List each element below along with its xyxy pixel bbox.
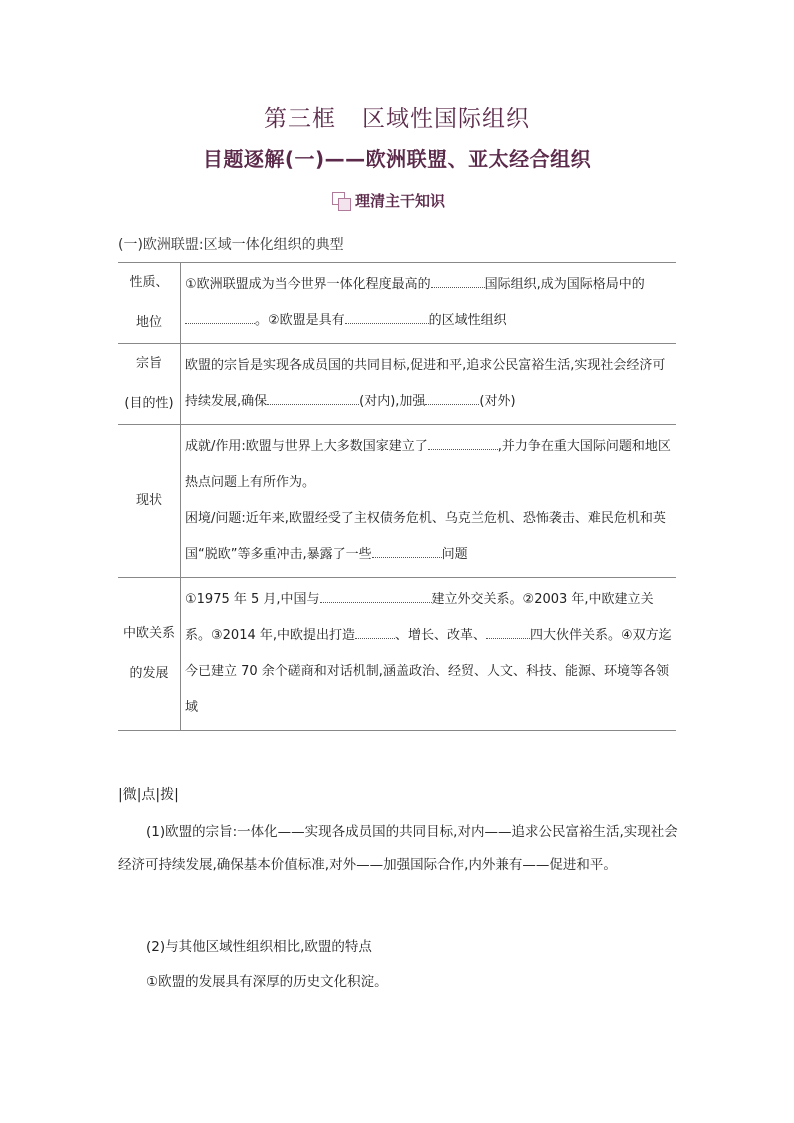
row-content-nature (181, 263, 677, 344)
text-span: 问题 (441, 547, 468, 562)
fill-blank[interactable] (372, 543, 442, 558)
table-row (118, 344, 676, 425)
row-content-china-eu (181, 578, 677, 731)
part-heading: (一)欧洲联盟:区域一体化组织的典型 (118, 237, 344, 253)
row-label-line: 中欧关系 (122, 626, 175, 641)
text-span: 建立外交关系。②2003 年,中欧建立 (431, 592, 641, 607)
fill-blank[interactable] (267, 390, 359, 405)
row-label-china-eu (118, 578, 181, 731)
fill-blank[interactable] (428, 435, 498, 450)
text-span: 困境/问题:近年来,欧盟经受了主权债务危机、乌克兰危机、恐怖袭击、难民危机和英国“脱欧”等多重冲击,暴露了一些 (185, 511, 666, 562)
row-label-line: 的发展 (129, 666, 169, 681)
text-span: (对外) (479, 394, 516, 409)
text-span: 四大伙伴关系。④双方迄今已建立 70 余个磋商和对话机制,涵盖政治、经贸、人文、科技、能源、环境等各领域 (185, 628, 672, 715)
section-label: 理清主干知识 (355, 192, 446, 210)
text-span: 。②欧盟是具有 (255, 313, 345, 328)
title-topic: 区域性国际组织 (362, 106, 530, 132)
row-label-line: (目的性) (124, 396, 174, 411)
text-span: ①欧洲联盟成为当今世界一体化程度最高的 (185, 277, 431, 292)
text-span: ①1975 年 5 月,中国与 (185, 592, 320, 607)
text-span: 国际组织,成为国际格局中的 (484, 277, 645, 292)
text-span: (对内),加强 (359, 394, 426, 409)
overlapping-squares-icon (332, 192, 352, 210)
fill-blank[interactable] (185, 309, 255, 324)
tip-paragraph-3: ①欧盟的发展具有深厚的历史文化积淀。 (146, 974, 388, 990)
row-label-purpose (118, 344, 181, 425)
text-span: 、增长、改革、 (395, 628, 487, 643)
section-header (332, 190, 445, 211)
row-label-line: 现状 (135, 493, 162, 508)
knowledge-table (118, 262, 676, 731)
tip-paragraph-2: (2)与其他区域性组织相比,欧盟的特点 (146, 939, 372, 955)
page-title (0, 100, 794, 133)
fill-blank[interactable] (425, 390, 479, 405)
row-content-status (181, 425, 677, 578)
row-label-line: 宗旨 (135, 356, 162, 371)
text-span: 欧盟的宗旨是实现各成员国的共同目标,促进和平,追求公民富裕生活,实现社会经济可持续发展,确保 (185, 358, 666, 409)
fill-blank[interactable] (431, 273, 485, 288)
text-span: 成就/作用:欧盟与世界上大多数国家建立了 (185, 439, 428, 454)
table-row (118, 263, 676, 344)
fill-blank[interactable] (320, 588, 432, 603)
row-label-line: 性质、 (129, 275, 169, 290)
page-subtitle: 目题逐解(一)——欧洲联盟、亚太经合组织 (202, 147, 592, 171)
table-row (118, 425, 676, 578)
table-row (118, 578, 676, 731)
title-frame-number: 第三框 (264, 106, 336, 132)
row-label-status (118, 425, 181, 578)
text-span: 关系。③2014 年,中欧提出打造 (185, 592, 654, 643)
fill-blank[interactable] (355, 624, 395, 639)
row-label-line: 地位 (135, 315, 162, 330)
tip-paragraph-1: (1)欧盟的宗旨:一体化——实现各成员国的共同目标,对内——追求公民富裕生活,实现社会经济可持续发展,确保基本价值标准,对外——加强国际合作,内外兼有——促进和平。 (118, 824, 678, 873)
text-span: 的区域性组织 (428, 313, 507, 328)
fill-blank[interactable] (345, 309, 429, 324)
fill-blank[interactable] (486, 624, 530, 639)
tips-heading: |微|点|拨| (118, 787, 179, 803)
row-label-nature (118, 263, 181, 344)
row-content-purpose (181, 344, 677, 425)
text-span: ,并力争在重大国际问题和地区热点问题上有所作为。 (185, 439, 671, 490)
